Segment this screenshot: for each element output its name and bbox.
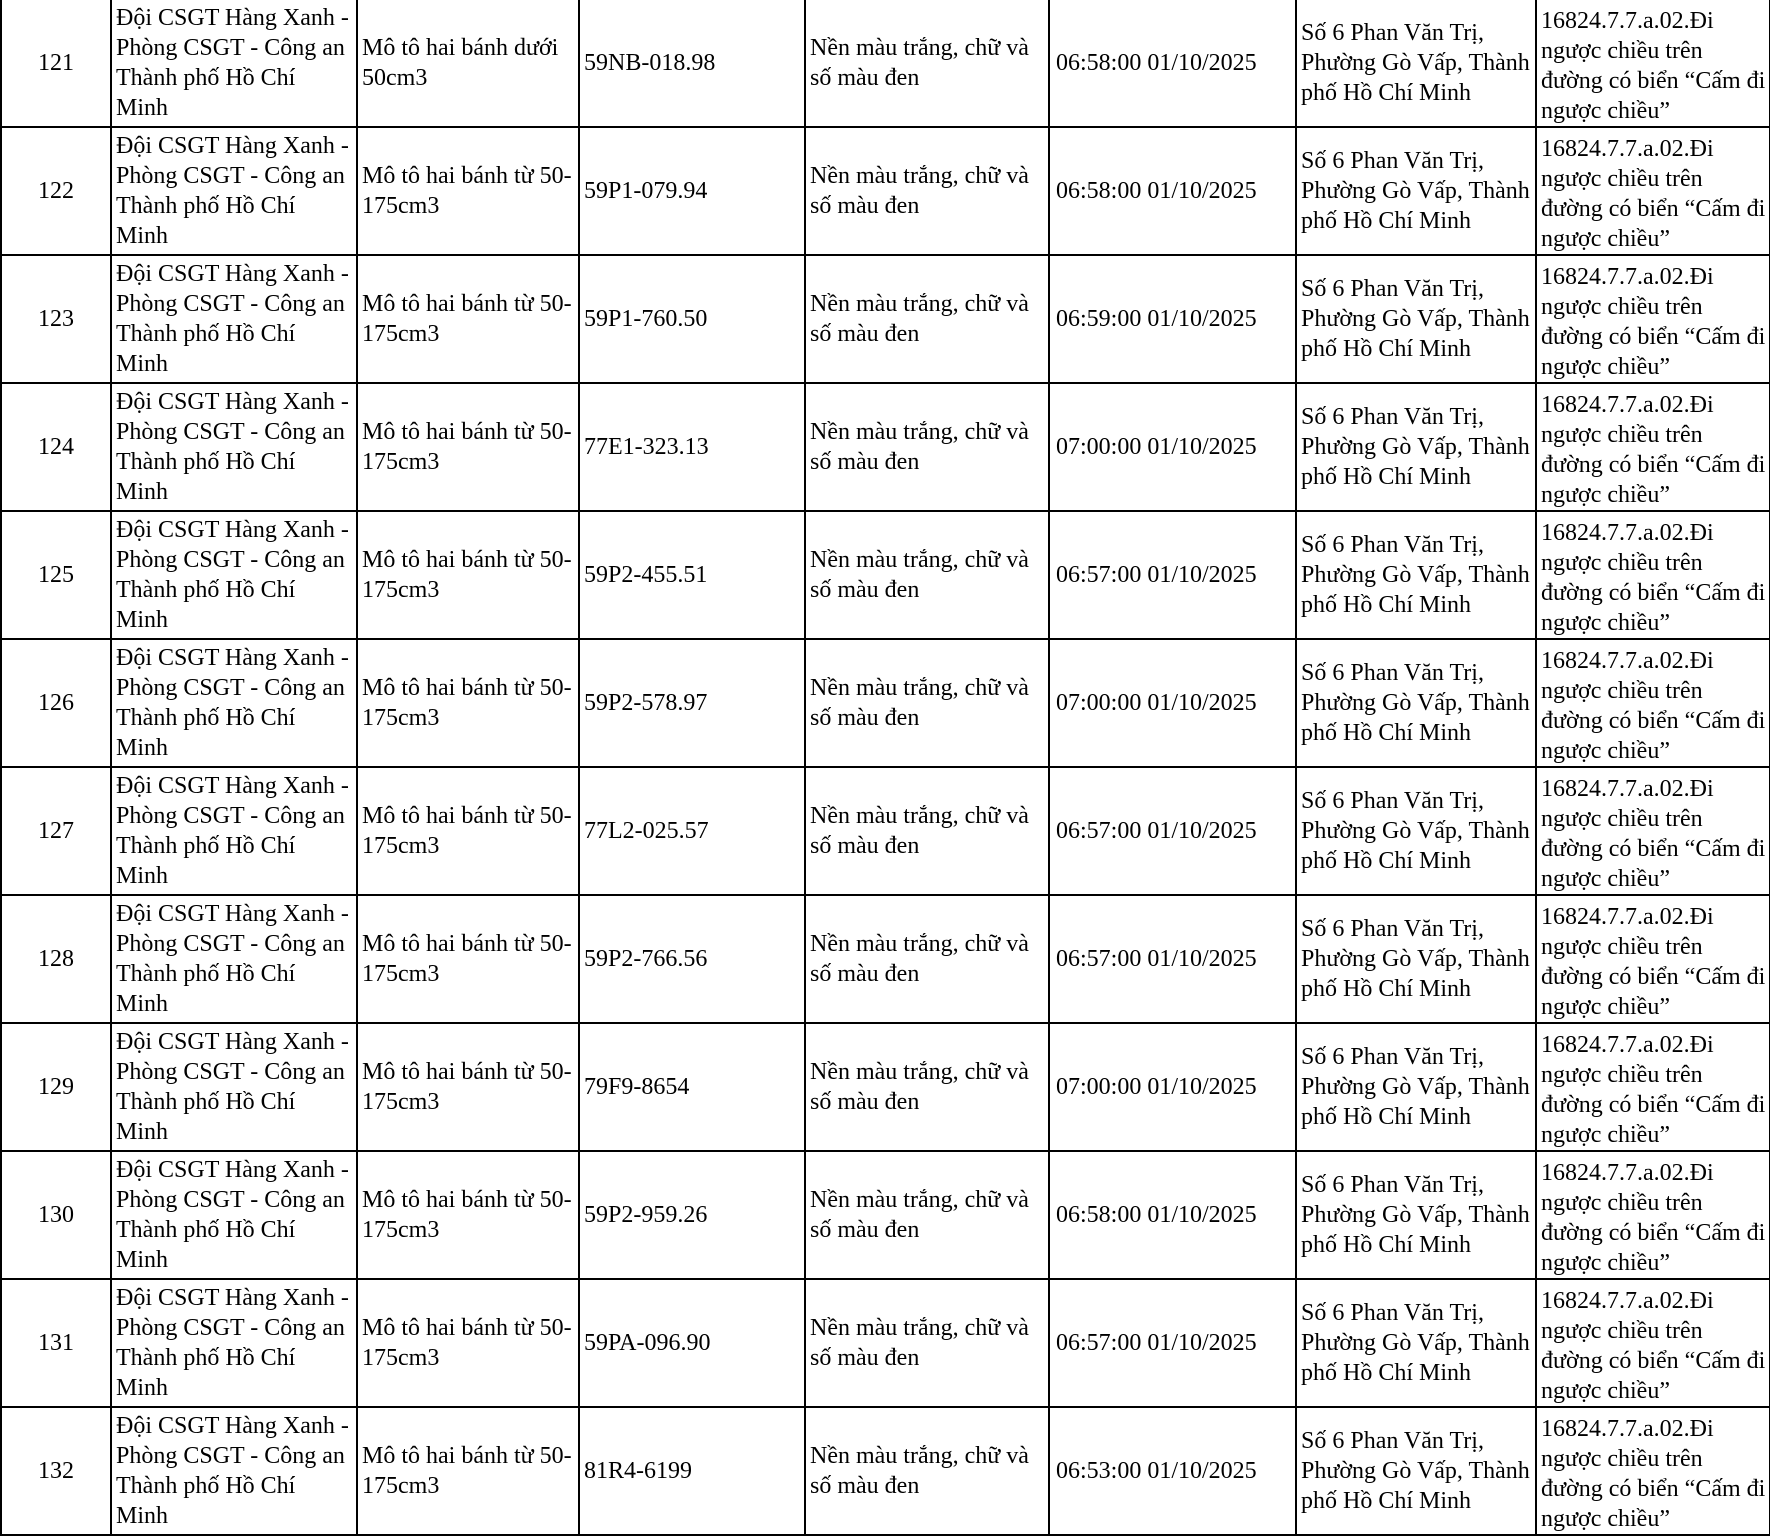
cell-violation: 16824.7.7.a.02.Đi ngược chiều trên đường có biển “Cấm đi ngược chiều” xyxy=(1536,1279,1770,1407)
cell-stt: 126 xyxy=(1,639,111,767)
cell-plate-number: 77E1-323.13 xyxy=(579,383,805,511)
cell-time: 06:57:00 01/10/2025 xyxy=(1049,895,1296,1023)
cell-plate-color: Nền màu trắng, chữ và số màu đen xyxy=(805,1279,1049,1407)
cell-plate-color: Nền màu trắng, chữ và số màu đen xyxy=(805,127,1049,255)
cell-time: 06:53:00 01/10/2025 xyxy=(1049,1407,1296,1535)
cell-unit: Đội CSGT Hàng Xanh - Phòng CSGT - Công an Thành phố Hồ Chí Minh xyxy=(111,127,357,255)
cell-time: 06:58:00 01/10/2025 xyxy=(1049,0,1296,127)
cell-violation: 16824.7.7.a.02.Đi ngược chiều trên đường có biển “Cấm đi ngược chiều” xyxy=(1536,255,1770,383)
cell-vehicle-type: Mô tô hai bánh từ 50-175cm3 xyxy=(357,127,579,255)
cell-location: Số 6 Phan Văn Trị, Phường Gò Vấp, Thành phố Hồ Chí Minh xyxy=(1296,639,1536,767)
cell-plate-color: Nền màu trắng, chữ và số màu đen xyxy=(805,0,1049,127)
cell-stt: 129 xyxy=(1,1023,111,1151)
cell-plate-number: 59NB-018.98 xyxy=(579,0,805,127)
table-row xyxy=(1,0,1770,127)
cell-vehicle-type: Mô tô hai bánh từ 50-175cm3 xyxy=(357,383,579,511)
cell-violation: 16824.7.7.a.02.Đi ngược chiều trên đường có biển “Cấm đi ngược chiều” xyxy=(1536,383,1770,511)
table-row xyxy=(1,1023,1770,1151)
cell-violation: 16824.7.7.a.02.Đi ngược chiều trên đường có biển “Cấm đi ngược chiều” xyxy=(1536,127,1770,255)
table-row xyxy=(1,767,1770,895)
cell-plate-number: 59P1-760.50 xyxy=(579,255,805,383)
cell-violation: 16824.7.7.a.02.Đi ngược chiều trên đường có biển “Cấm đi ngược chiều” xyxy=(1536,767,1770,895)
cell-unit: Đội CSGT Hàng Xanh - Phòng CSGT - Công an Thành phố Hồ Chí Minh xyxy=(111,255,357,383)
cell-location: Số 6 Phan Văn Trị, Phường Gò Vấp, Thành phố Hồ Chí Minh xyxy=(1296,1407,1536,1535)
cell-stt: 130 xyxy=(1,1151,111,1279)
cell-unit: Đội CSGT Hàng Xanh - Phòng CSGT - Công an Thành phố Hồ Chí Minh xyxy=(111,767,357,895)
cell-location: Số 6 Phan Văn Trị, Phường Gò Vấp, Thành phố Hồ Chí Minh xyxy=(1296,383,1536,511)
table-row xyxy=(1,639,1770,767)
cell-unit: Đội CSGT Hàng Xanh - Phòng CSGT - Công an Thành phố Hồ Chí Minh xyxy=(111,1023,357,1151)
cell-time: 06:57:00 01/10/2025 xyxy=(1049,511,1296,639)
cell-location: Số 6 Phan Văn Trị, Phường Gò Vấp, Thành phố Hồ Chí Minh xyxy=(1296,0,1536,127)
cell-time: 06:59:00 01/10/2025 xyxy=(1049,255,1296,383)
table-row xyxy=(1,511,1770,639)
table-row xyxy=(1,1407,1770,1535)
cell-plate-number: 79F9-8654 xyxy=(579,1023,805,1151)
cell-plate-number: 77L2-025.57 xyxy=(579,767,805,895)
cell-unit: Đội CSGT Hàng Xanh - Phòng CSGT - Công an Thành phố Hồ Chí Minh xyxy=(111,511,357,639)
cell-plate-color: Nền màu trắng, chữ và số màu đen xyxy=(805,895,1049,1023)
cell-plate-color: Nền màu trắng, chữ và số màu đen xyxy=(805,639,1049,767)
table-row xyxy=(1,1151,1770,1279)
cell-vehicle-type: Mô tô hai bánh từ 50-175cm3 xyxy=(357,1023,579,1151)
cell-violation: 16824.7.7.a.02.Đi ngược chiều trên đường có biển “Cấm đi ngược chiều” xyxy=(1536,0,1770,127)
cell-vehicle-type: Mô tô hai bánh từ 50-175cm3 xyxy=(357,639,579,767)
cell-vehicle-type: Mô tô hai bánh từ 50-175cm3 xyxy=(357,1279,579,1407)
cell-stt: 121 xyxy=(1,0,111,127)
cell-location: Số 6 Phan Văn Trị, Phường Gò Vấp, Thành phố Hồ Chí Minh xyxy=(1296,1151,1536,1279)
cell-plate-number: 59P2-578.97 xyxy=(579,639,805,767)
cell-violation: 16824.7.7.a.02.Đi ngược chiều trên đường có biển “Cấm đi ngược chiều” xyxy=(1536,639,1770,767)
cell-stt: 132 xyxy=(1,1407,111,1535)
cell-location: Số 6 Phan Văn Trị, Phường Gò Vấp, Thành phố Hồ Chí Minh xyxy=(1296,767,1536,895)
cell-vehicle-type: Mô tô hai bánh dưới 50cm3 xyxy=(357,0,579,127)
cell-time: 07:00:00 01/10/2025 xyxy=(1049,1023,1296,1151)
cell-plate-color: Nền màu trắng, chữ và số màu đen xyxy=(805,767,1049,895)
cell-unit: Đội CSGT Hàng Xanh - Phòng CSGT - Công an Thành phố Hồ Chí Minh xyxy=(111,639,357,767)
cell-location: Số 6 Phan Văn Trị, Phường Gò Vấp, Thành phố Hồ Chí Minh xyxy=(1296,1279,1536,1407)
cell-stt: 122 xyxy=(1,127,111,255)
cell-time: 07:00:00 01/10/2025 xyxy=(1049,639,1296,767)
cell-time: 06:57:00 01/10/2025 xyxy=(1049,1279,1296,1407)
cell-plate-color: Nền màu trắng, chữ và số màu đen xyxy=(805,511,1049,639)
cell-plate-number: 59P1-079.94 xyxy=(579,127,805,255)
cell-violation: 16824.7.7.a.02.Đi ngược chiều trên đường có biển “Cấm đi ngược chiều” xyxy=(1536,1407,1770,1535)
table-row xyxy=(1,383,1770,511)
cell-violation: 16824.7.7.a.02.Đi ngược chiều trên đường có biển “Cấm đi ngược chiều” xyxy=(1536,895,1770,1023)
cell-vehicle-type: Mô tô hai bánh từ 50-175cm3 xyxy=(357,1151,579,1279)
cell-stt: 123 xyxy=(1,255,111,383)
cell-plate-number: 81R4-6199 xyxy=(579,1407,805,1535)
cell-vehicle-type: Mô tô hai bánh từ 50-175cm3 xyxy=(357,895,579,1023)
cell-stt: 124 xyxy=(1,383,111,511)
cell-time: 06:58:00 01/10/2025 xyxy=(1049,1151,1296,1279)
cell-plate-number: 59P2-766.56 xyxy=(579,895,805,1023)
cell-plate-color: Nền màu trắng, chữ và số màu đen xyxy=(805,1407,1049,1535)
cell-unit: Đội CSGT Hàng Xanh - Phòng CSGT - Công an Thành phố Hồ Chí Minh xyxy=(111,895,357,1023)
cell-stt: 127 xyxy=(1,767,111,895)
cell-plate-number: 59PA-096.90 xyxy=(579,1279,805,1407)
table-body xyxy=(1,0,1770,1535)
cell-plate-color: Nền màu trắng, chữ và số màu đen xyxy=(805,255,1049,383)
cell-stt: 128 xyxy=(1,895,111,1023)
cell-violation: 16824.7.7.a.02.Đi ngược chiều trên đường có biển “Cấm đi ngược chiều” xyxy=(1536,511,1770,639)
cell-unit: Đội CSGT Hàng Xanh - Phòng CSGT - Công an Thành phố Hồ Chí Minh xyxy=(111,0,357,127)
cell-location: Số 6 Phan Văn Trị, Phường Gò Vấp, Thành phố Hồ Chí Minh xyxy=(1296,511,1536,639)
cell-location: Số 6 Phan Văn Trị, Phường Gò Vấp, Thành phố Hồ Chí Minh xyxy=(1296,1023,1536,1151)
cell-location: Số 6 Phan Văn Trị, Phường Gò Vấp, Thành phố Hồ Chí Minh xyxy=(1296,895,1536,1023)
cell-violation: 16824.7.7.a.02.Đi ngược chiều trên đường có biển “Cấm đi ngược chiều” xyxy=(1536,1023,1770,1151)
cell-time: 07:00:00 01/10/2025 xyxy=(1049,383,1296,511)
cell-stt: 131 xyxy=(1,1279,111,1407)
cell-unit: Đội CSGT Hàng Xanh - Phòng CSGT - Công an Thành phố Hồ Chí Minh xyxy=(111,1151,357,1279)
cell-stt: 125 xyxy=(1,511,111,639)
table-row xyxy=(1,255,1770,383)
cell-unit: Đội CSGT Hàng Xanh - Phòng CSGT - Công an Thành phố Hồ Chí Minh xyxy=(111,1407,357,1535)
cell-vehicle-type: Mô tô hai bánh từ 50-175cm3 xyxy=(357,767,579,895)
cell-vehicle-type: Mô tô hai bánh từ 50-175cm3 xyxy=(357,255,579,383)
cell-unit: Đội CSGT Hàng Xanh - Phòng CSGT - Công an Thành phố Hồ Chí Minh xyxy=(111,383,357,511)
cell-time: 06:58:00 01/10/2025 xyxy=(1049,127,1296,255)
cell-violation: 16824.7.7.a.02.Đi ngược chiều trên đường có biển “Cấm đi ngược chiều” xyxy=(1536,1151,1770,1279)
cell-plate-color: Nền màu trắng, chữ và số màu đen xyxy=(805,383,1049,511)
cell-location: Số 6 Phan Văn Trị, Phường Gò Vấp, Thành phố Hồ Chí Minh xyxy=(1296,255,1536,383)
cell-plate-color: Nền màu trắng, chữ và số màu đen xyxy=(805,1151,1049,1279)
table-row xyxy=(1,895,1770,1023)
cell-plate-color: Nền màu trắng, chữ và số màu đen xyxy=(805,1023,1049,1151)
table-row xyxy=(1,1279,1770,1407)
cell-time: 06:57:00 01/10/2025 xyxy=(1049,767,1296,895)
cell-plate-number: 59P2-959.26 xyxy=(579,1151,805,1279)
cell-unit: Đội CSGT Hàng Xanh - Phòng CSGT - Công an Thành phố Hồ Chí Minh xyxy=(111,1279,357,1407)
cell-location: Số 6 Phan Văn Trị, Phường Gò Vấp, Thành phố Hồ Chí Minh xyxy=(1296,127,1536,255)
cell-plate-number: 59P2-455.51 xyxy=(579,511,805,639)
table-row xyxy=(1,127,1770,255)
cell-vehicle-type: Mô tô hai bánh từ 50-175cm3 xyxy=(357,511,579,639)
cell-vehicle-type: Mô tô hai bánh từ 50-175cm3 xyxy=(357,1407,579,1535)
